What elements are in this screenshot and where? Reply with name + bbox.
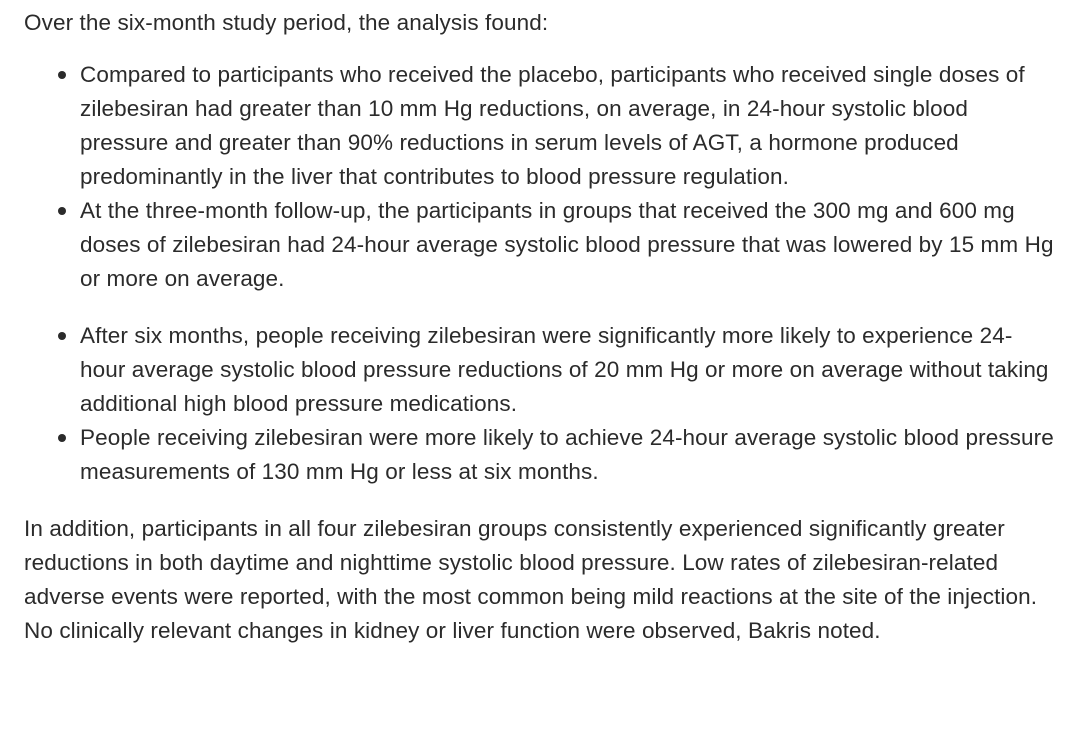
intro-paragraph: Over the six-month study period, the analysis found:	[24, 10, 549, 35]
findings-list-primary	[24, 58, 1056, 296]
closing-paragraph: In addition, participants in all four zilebesiran groups consistently experienced significantly greater reductions in both daytime and nighttime systolic blood pressure. Low rates of zilebesiran-related adverse events were reported, with the most common being mild reactions at the site of the injection. No clinically relevant changes in kidney or liver function were observed, Bakris noted.	[24, 516, 1038, 643]
list-item: At the three-month follow-up, the participants in groups that received the 300 mg and 600 mg doses of zilebesiran had 24-hour average systolic blood pressure that was lowered by 15 mm Hg or more on average.	[80, 194, 1056, 296]
list-item: After six months, people receiving zilebesiran were significantly more likely to experience 24-hour average systolic blood pressure reductions of 20 mm Hg or more on average without taking additional high blood pressure medications.	[80, 319, 1056, 421]
list-item: People receiving zilebesiran were more likely to achieve 24-hour average systolic blood pressure measurements of 130 mm Hg or less at six months.	[80, 421, 1056, 489]
findings-list-secondary	[24, 319, 1056, 489]
list-item: Compared to participants who received the placebo, participants who received single doses of zilebesiran had greater than 10 mm Hg reductions, on average, in 24-hour systolic blood pressure and greater than 90% reductions in serum levels of AGT, a hormone produced predominantly in the liver that contributes to blood pressure regulation.	[80, 58, 1056, 194]
